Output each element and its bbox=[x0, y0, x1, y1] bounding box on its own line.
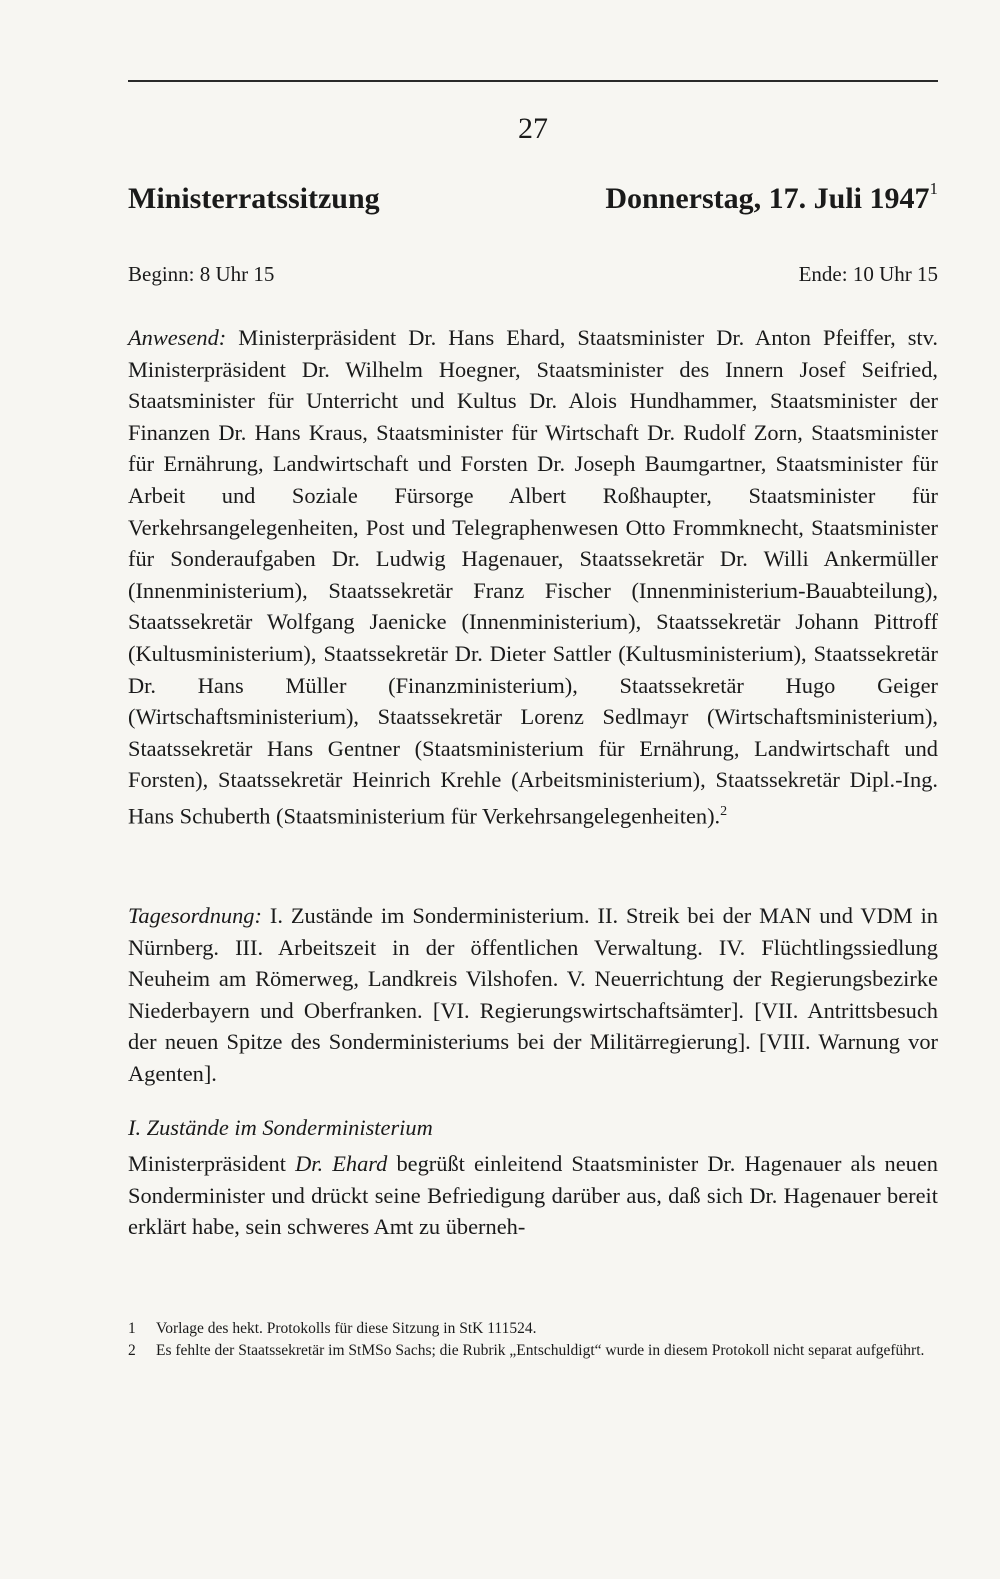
document-number: 27 bbox=[518, 112, 548, 145]
agenda-paragraph bbox=[128, 900, 938, 1090]
footnote-mark: 2 bbox=[128, 1342, 136, 1359]
attendees-text: Ministerpräsident Dr. Hans Ehard, Staatsminister Dr. Anton Pfeiffer, stv. Ministerpräsident Dr. Wilhelm Hoegner, Staatsminister des Innern Josef Seifried, Staatsminister für Unterricht und Kultus Dr. Alois Hundhammer, Staatsminister der Finanzen Dr. Hans Kraus, Staatsminister für Wirtschaft Dr. Rudolf Zorn, Staatsminister für Ernährung, Landwirtschaft und Forsten Dr. Joseph Baumgartner, Staatsminister für Arbeit und Soziale Fürsorge Albert Roßhaupter, Staatsminister für Verkehrsangelegenheiten, Post und Telegraphenwesen Otto Frommknecht, Staatsminister für Sonderaufgaben Dr. Ludwig Hagenauer, Staatssekretär Dr. Willi Ankermüller (Innenministerium), Staatssekretär Franz Fischer (Innenministerium-Bauabteilung), Staatssekretär Wolfgang Jaenicke (Innenministerium), Staatssekretär Johann Pittroff (Kultusministerium), Staatssekretär Dr. Dieter Sattler (Kultusministerium), Staatssekretär Dr. Hans Müller (Finanzministerium), Staatssekretär Hugo Geiger (Wirtschaftsministerium), Staatssekretär Lorenz Sedlmayr (Wirtschaftsministerium), Staatssekretär Hans Gentner (Staatsministerium für Ernährung, Landwirtschaft und Forsten), Staatssekretär Heinrich Krehle (Arbeitsministerium), Staatssekretär Dipl.-Ing. Hans Schuberth (Staatsministerium für Verkehrsangelegenheiten). bbox=[128, 325, 938, 829]
speaker-name: Dr. Ehard bbox=[295, 1151, 388, 1176]
meeting-date: Donnerstag, 17. Juli 1947 bbox=[605, 182, 930, 215]
heading-row bbox=[128, 179, 938, 216]
footnote-ref-2: 2 bbox=[720, 803, 728, 819]
footnotes bbox=[128, 1318, 938, 1362]
section-paragraph bbox=[128, 1148, 938, 1243]
attendees-label: Anwesend: bbox=[128, 325, 227, 350]
attendees-paragraph bbox=[128, 322, 938, 832]
footnote-text: Vorlage des hekt. Protokolls für diese Sitzung in StK 111524. bbox=[156, 1320, 537, 1337]
section-text-before: Ministerpräsident bbox=[128, 1151, 296, 1176]
end-time: Ende: 10 Uhr 15 bbox=[798, 262, 938, 286]
header-rule bbox=[128, 80, 938, 82]
section-text-after: begrüßt einleitend Staatsminister Dr. Hagenauer als neuen Sonderminister und drückt seine Befriedigung darüber aus, daß sich Dr. Hagenauer bereit erklärt habe, sein schweres Amt zu überneh- bbox=[128, 1151, 939, 1240]
page-title: Ministerratssitzung bbox=[128, 182, 380, 215]
footnote-ref-1: 1 bbox=[929, 179, 938, 198]
agenda-label: Tagesordnung: bbox=[128, 903, 262, 928]
section-heading: I. Zustände im Sonderministerium bbox=[128, 1115, 433, 1140]
footnote-mark: 1 bbox=[128, 1320, 136, 1337]
footnote-text: Es fehlte der Staatssekretär im StMSo Sachs; die Rubrik „Entschuldigt“ wurde in diesem Protokoll nicht separat aufgeführt. bbox=[156, 1342, 925, 1359]
times-row bbox=[128, 262, 938, 287]
footnote bbox=[128, 1318, 938, 1340]
agenda-text: I. Zustände im Sonderministerium. II. Streik bei der MAN und VDM in Nürnberg. III. Arbeitszeit in der öffentlichen Verwaltung. IV. Flüchtlingssiedlung Neuheim am Römerweg, Landkreis Vilshofen. V. Neuerrichtung der Regierungsbezirke Niederbayern und Oberfranken. [VI. Regierungswirtschaftsämter]. [VII. Antrittsbesuch der neuen Spitze des Sonderministeriums bei der Militärregierung]. [VIII. Warnung vor Agenten]. bbox=[128, 903, 938, 1086]
begin-time: Beginn: 8 Uhr 15 bbox=[128, 262, 275, 286]
meeting-date-wrap bbox=[605, 179, 938, 216]
footnote bbox=[128, 1340, 938, 1362]
